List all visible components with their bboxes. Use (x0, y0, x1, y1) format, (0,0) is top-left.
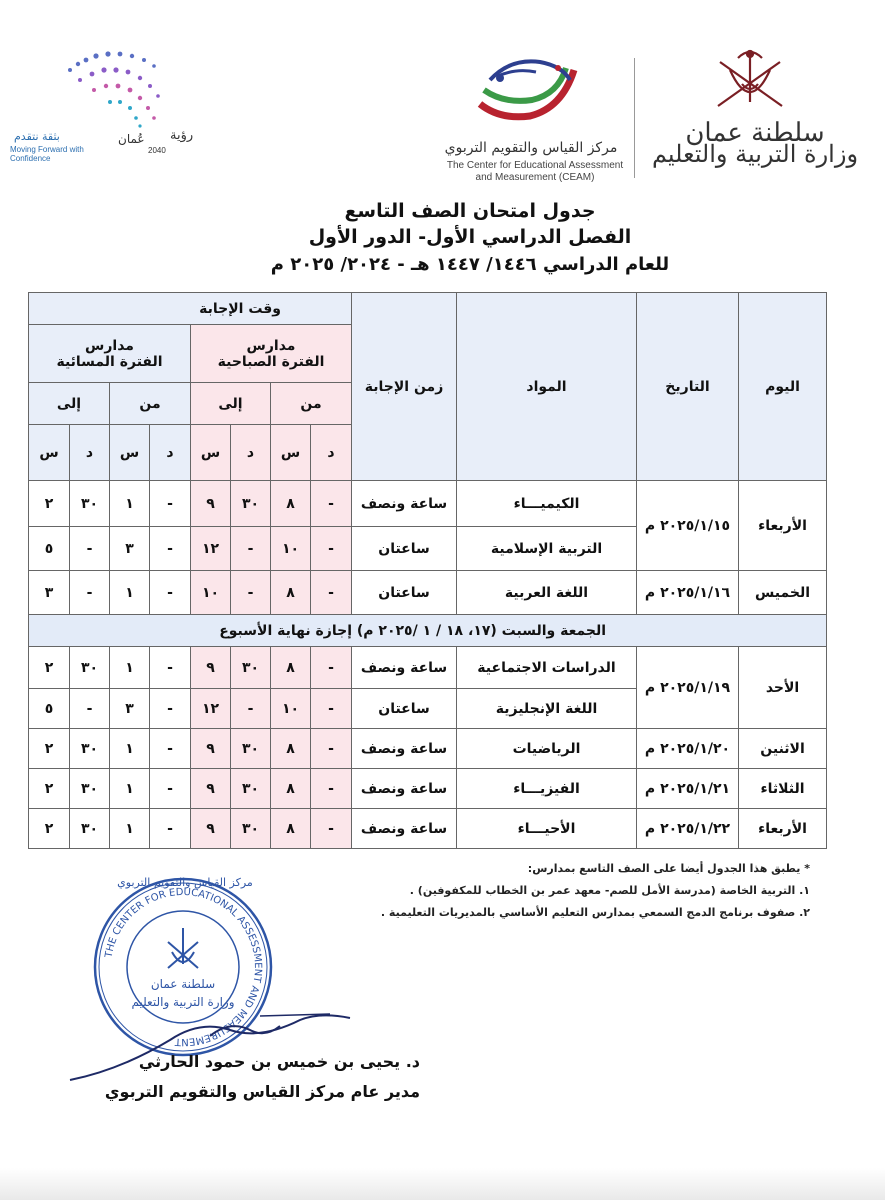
ceam-name-ar: مركز القياس والتقويم التربوي (444, 140, 618, 156)
ministry-name-line1: سلطنة عمان (685, 118, 825, 148)
weekend-band: الجمعة والسبت (١٧، ١٨ / ١ /٢٠٢٥ م) إجازة نهاية الأسبوع (29, 615, 827, 647)
cell-morning-from-m: - (311, 647, 352, 689)
cell-date: ٢٠٢٥/١/٢٠ م (637, 729, 739, 769)
cell-morning-from-h: ٨ (271, 647, 311, 689)
cell-evening-from-h: ١ (110, 729, 150, 769)
table-row (29, 571, 827, 615)
cell-evening-to-h: ٢ (29, 809, 70, 849)
vision-2040-logo (50, 40, 200, 132)
cell-duration: ساعة ونصف (352, 647, 457, 689)
header-unit-h: س (110, 425, 150, 481)
vision-text-ar: رؤية (170, 128, 194, 143)
cell-morning-from-m: - (311, 769, 352, 809)
cell-morning-to-h: ٩ (191, 729, 231, 769)
header-evening-line1: مدارس (85, 337, 134, 354)
vision-year: 2040 (148, 146, 166, 155)
cell-evening-from-h: ١ (110, 481, 150, 527)
note-item-1: ١. التربية الخاصة (مدرسة الأمل للصم- معهد عمر بن الخطاب للمكفوفين) . (409, 884, 810, 897)
cell-evening-to-m: ٣٠ (70, 729, 110, 769)
header-evening-to: إلى (29, 383, 110, 425)
cell-morning-from-h: ١٠ (271, 689, 311, 729)
cell-duration: ساعتان (352, 689, 457, 729)
cell-morning-to-m: ٣٠ (231, 481, 271, 527)
header-unit-m: د (70, 425, 110, 481)
header-morning-line1: مدارس (246, 337, 296, 354)
cell-day: الثلاثاء (739, 769, 827, 809)
cell-evening-from-h: ٣ (110, 527, 150, 571)
cell-evening-from-m: - (150, 689, 191, 729)
cell-evening-from-h: ١ (110, 647, 150, 689)
cell-morning-from-h: ٨ (271, 809, 311, 849)
ministry-name-line2: وزارة التربية والتعليم (651, 140, 859, 168)
header-divider (634, 58, 635, 178)
cell-morning-to-m: - (231, 571, 271, 615)
cell-evening-from-m: - (150, 729, 191, 769)
cell-morning-to-h: ١٠ (191, 571, 231, 615)
ceam-name-en (440, 160, 630, 184)
vision-text-oman: عُمان (118, 132, 145, 146)
ceam-name-en-line1: The Center for Educational Assessment (446, 160, 624, 171)
table-row (29, 809, 827, 849)
header-date: التاريخ (637, 293, 739, 481)
signatory-name: د. يحيى بن خميس بن حمود الحارثي (138, 1052, 420, 1071)
cell-morning-from-m: - (311, 481, 352, 527)
cell-morning-to-m: ٣٠ (231, 729, 271, 769)
cell-morning-to-h: ٩ (191, 481, 231, 527)
cell-subject: التربية الإسلامية (457, 527, 637, 571)
header-morning (191, 325, 352, 383)
stamp-inner-line1: سلطنة عمان (150, 977, 216, 991)
stamp-inner-line2: وزارة التربية والتعليم (131, 995, 235, 1009)
header-day: اليوم (739, 293, 827, 481)
cell-morning-to-h: ٩ (191, 809, 231, 849)
slogan-ar: بثقة نتقدم (14, 130, 60, 143)
stamp-emblem-icon (168, 928, 198, 968)
cell-duration: ساعتان (352, 571, 457, 615)
cell-subject: الفيزيـــاء (457, 769, 637, 809)
cell-subject: اللغة الإنجليزية (457, 689, 637, 729)
note-item-2: ٢. صفوف برنامج الدمج السمعي بمدارس التعليم الأساسي بالمديريات التعليمية . (380, 906, 810, 919)
cell-day: الأربعاء (739, 809, 827, 849)
cell-morning-from-m: - (311, 527, 352, 571)
header-answer-time: وقت الإجابة (29, 293, 352, 325)
header-morning-from: من (271, 383, 352, 425)
cell-date: ٢٠٢٥/١/١٥ م (637, 481, 739, 571)
cell-evening-to-h: ٥ (29, 689, 70, 729)
table-row (29, 769, 827, 809)
cell-evening-to-h: ٢ (29, 769, 70, 809)
table-row (29, 729, 827, 769)
cell-morning-to-m: - (231, 689, 271, 729)
cell-evening-to-h: ٣ (29, 571, 70, 615)
table-row (29, 481, 827, 527)
cell-morning-to-m: ٣٠ (231, 769, 271, 809)
cell-evening-from-h: ١ (110, 809, 150, 849)
header-evening-line2: الفترة المسائية (56, 353, 163, 370)
table-row (29, 647, 827, 689)
cell-evening-to-m: ٣٠ (70, 769, 110, 809)
cell-morning-to-h: ٩ (191, 769, 231, 809)
cell-evening-to-h: ٢ (29, 647, 70, 689)
cell-morning-from-h: ٨ (271, 571, 311, 615)
ceam-name-en-line2: and Measurement (CEAM) (475, 172, 595, 183)
cell-evening-from-h: ١ (110, 571, 150, 615)
cell-evening-from-m: - (150, 809, 191, 849)
cell-evening-to-h: ٥ (29, 527, 70, 571)
cell-duration: ساعة ونصف (352, 809, 457, 849)
cell-evening-from-h: ٣ (110, 689, 150, 729)
cell-evening-to-m: - (70, 571, 110, 615)
header-unit-m: د (150, 425, 191, 481)
cell-evening-to-m: ٣٠ (70, 481, 110, 527)
cell-day: الاثنين (739, 729, 827, 769)
cell-morning-to-m: - (231, 527, 271, 571)
cell-date: ٢٠٢٥/١/١٦ م (637, 571, 739, 615)
header-unit-h: س (191, 425, 231, 481)
cell-date: ٢٠٢٥/١/٢٢ م (637, 809, 739, 849)
cell-evening-from-m: - (150, 769, 191, 809)
cell-subject: الكيميـــاء (457, 481, 637, 527)
title-line1: جدول امتحان الصف التاسع (344, 200, 596, 222)
cell-evening-to-m: - (70, 527, 110, 571)
cell-morning-to-m: ٣٠ (231, 809, 271, 849)
stamp-outer-text-ar: مركز القياس والتقويم التربوي (117, 876, 253, 889)
cell-evening-to-m: - (70, 689, 110, 729)
cell-morning-from-h: ٨ (271, 729, 311, 769)
cell-day: الأربعاء (739, 481, 827, 571)
note-intro: * يطبق هذا الجدول أيضا على الصف التاسع بمدارس: (527, 862, 810, 875)
cell-evening-to-m: ٣٠ (70, 647, 110, 689)
cell-evening-to-h: ٢ (29, 481, 70, 527)
header-morning-to: إلى (191, 383, 271, 425)
handwritten-signature (60, 1000, 360, 1094)
cell-evening-from-m: - (150, 571, 191, 615)
cell-morning-from-m: - (311, 729, 352, 769)
exam-schedule-table (28, 292, 827, 849)
title-line3: للعام الدراسي ١٤٤٦/ ١٤٤٧ هـ - ٢٠٢٤/ ٢٠٢٥ م (270, 254, 670, 275)
cell-day: الخميس (739, 571, 827, 615)
cell-morning-from-h: ٨ (271, 481, 311, 527)
ceam-logo (470, 50, 580, 136)
ministry-logo (690, 44, 810, 116)
header-unit-m: د (231, 425, 271, 481)
header-unit-h: س (29, 425, 70, 481)
cell-duration: ساعة ونصف (352, 769, 457, 809)
title-line2: الفصل الدراسي الأول- الدور الأول (308, 226, 632, 248)
cell-subject: اللغة العربية (457, 571, 637, 615)
cell-duration: ساعتان (352, 527, 457, 571)
cell-morning-from-h: ١٠ (271, 527, 311, 571)
cell-duration: ساعة ونصف (352, 729, 457, 769)
cell-morning-to-h: ١٢ (191, 527, 231, 571)
stamp-outer-text-en: THE CENTER FOR EDUCATIONAL ASSESSMENT AND MEASUREMENT (103, 886, 264, 1048)
cell-evening-from-m: - (150, 527, 191, 571)
cell-subject: الدراسات الاجتماعية (457, 647, 637, 689)
slogan-en: Moving Forward with Confidence (10, 145, 84, 163)
header-unit-h: س (271, 425, 311, 481)
header-morning-line2: الفترة الصباحية (217, 353, 325, 370)
notes-block (330, 858, 810, 924)
header-evening-from: من (110, 383, 191, 425)
cell-evening-from-m: - (150, 647, 191, 689)
cell-duration: ساعة ونصف (352, 481, 457, 527)
header-unit-m: د (311, 425, 352, 481)
cell-day: الأحد (739, 647, 827, 729)
cell-subject: الرياضيات (457, 729, 637, 769)
cell-evening-from-h: ١ (110, 769, 150, 809)
header-duration: زمن الإجابة (352, 293, 457, 481)
cell-date: ٢٠٢٥/١/٢١ م (637, 769, 739, 809)
cell-morning-to-m: ٣٠ (231, 647, 271, 689)
cell-evening-from-m: - (150, 481, 191, 527)
header-evening (29, 325, 191, 383)
cell-morning-from-m: - (311, 571, 352, 615)
cell-morning-to-h: ١٢ (191, 689, 231, 729)
cell-morning-from-m: - (311, 809, 352, 849)
signatory-title: مدير عام مركز القياس والتقويم التربوي (104, 1082, 420, 1101)
cell-date: ٢٠٢٥/١/١٩ م (637, 647, 739, 729)
cell-evening-to-m: ٣٠ (70, 809, 110, 849)
cell-morning-from-m: - (311, 689, 352, 729)
cell-morning-from-h: ٨ (271, 769, 311, 809)
header-subject: المواد (457, 293, 637, 481)
cell-morning-to-h: ٩ (191, 647, 231, 689)
cell-evening-to-h: ٢ (29, 729, 70, 769)
cell-subject: الأحيـــاء (457, 809, 637, 849)
page-bottom-shadow (0, 1168, 885, 1200)
